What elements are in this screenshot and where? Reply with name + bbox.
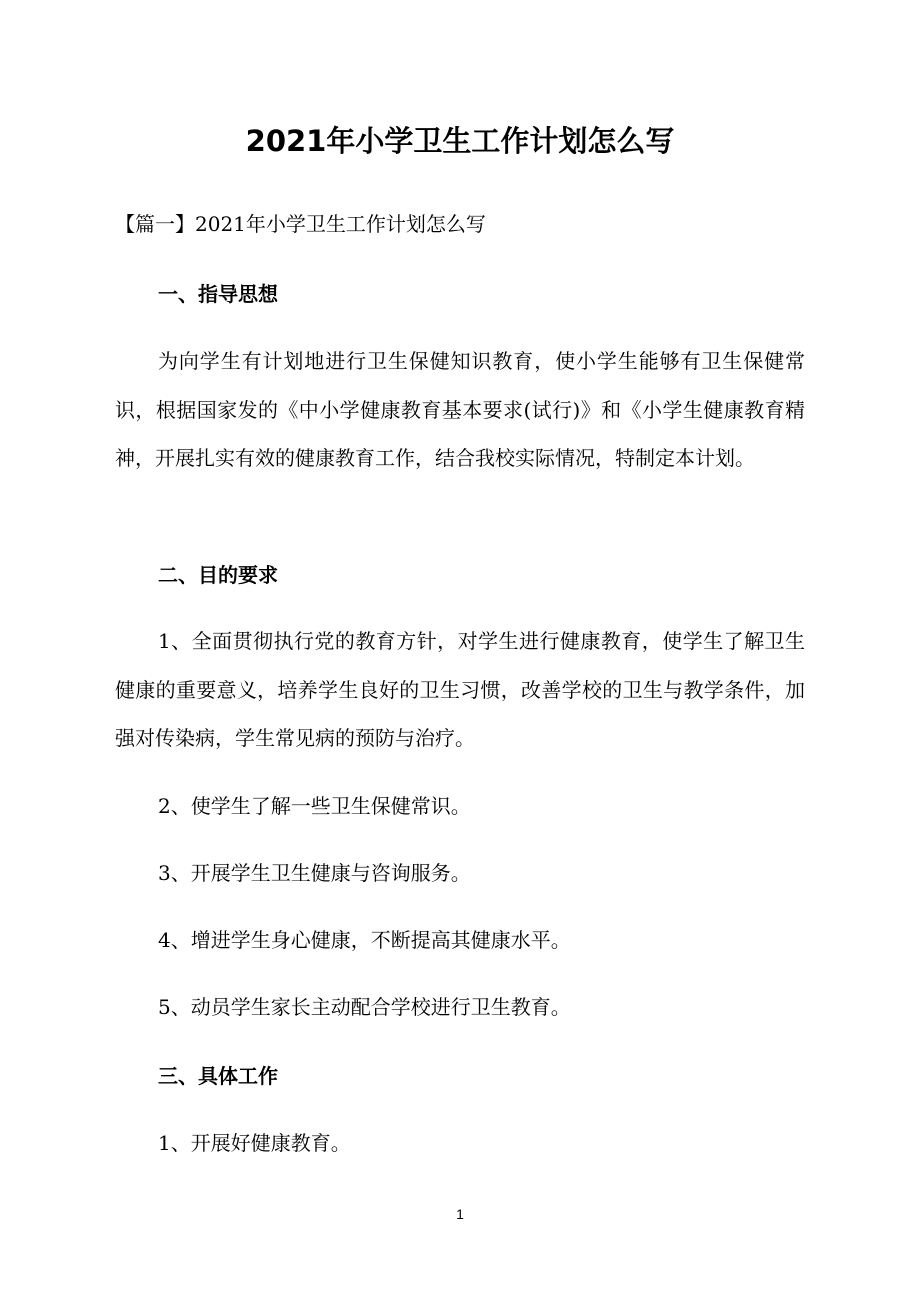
page-number: 1 [456, 1206, 464, 1222]
section-subtitle: 【篇一】2021年小学卫生工作计划怎么写 [115, 212, 486, 236]
list-item-goal-2: 2、使学生了解一些卫生保健常识。 [158, 794, 471, 818]
list-item-goal-4: 4、增进学生身心健康，不断提高其健康水平。 [158, 928, 571, 952]
list-item-goal-3: 3、开展学生卫生健康与咨询服务。 [158, 861, 471, 885]
section-heading-goals: 二、目的要求 [158, 563, 278, 587]
section-heading-specific-work: 三、具体工作 [158, 1064, 278, 1088]
section-heading-guiding-ideology: 一、指导思想 [158, 282, 278, 306]
list-item-goal-5: 5、动员学生家长主动配合学校进行卫生教育。 [158, 995, 571, 1019]
list-item-work-1: 1、开展好健康教育。 [158, 1131, 351, 1155]
document-title: 2021年小学卫生工作计划怎么写 [245, 124, 675, 158]
paragraph-guiding-ideology: 为向学生有计划地进行卫生保健知识教育，使小学生能够有卫生保健常识，根据国家发的《中小学健康教育基本要求(试行)》和《小学生健康教育精神，开展扎实有效的健康教育工作，结合我校实际情况，特制定本计划。 [115, 349, 805, 470]
paragraph-goal-1: 1、全面贯彻执行党的教育方针，对学生进行健康教育，使学生了解卫生健康的重要意义，培养学生良好的卫生习惯，改善学校的卫生与教学条件，加强对传染病，学生常见病的预防与治疗。 [115, 629, 805, 750]
